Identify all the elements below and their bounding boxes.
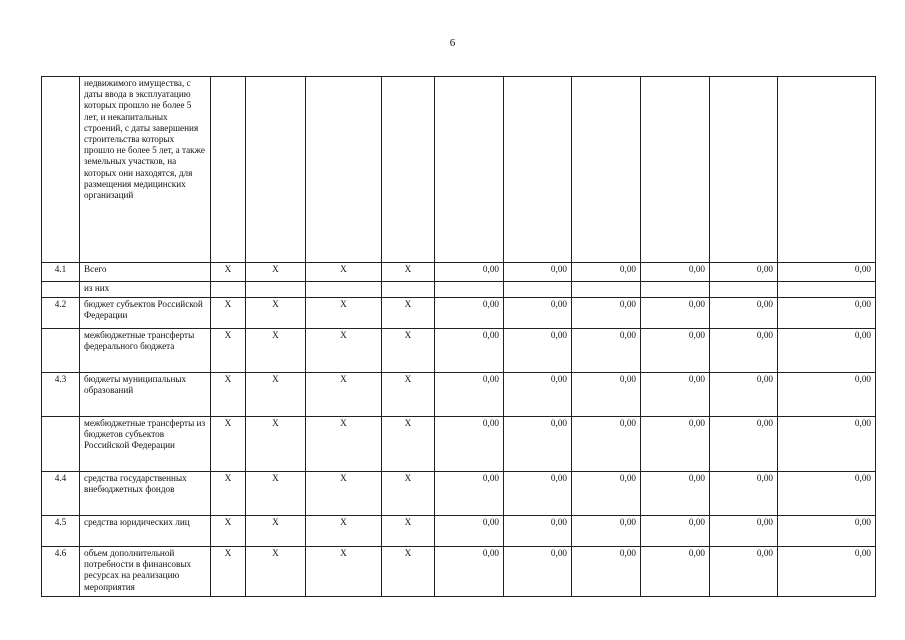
mark-cell: X xyxy=(246,417,306,472)
value-cell: 0,00 xyxy=(572,373,641,417)
mark-cell: X xyxy=(306,417,382,472)
mark-cell: X xyxy=(306,547,382,597)
mark-cell: X xyxy=(306,298,382,329)
value-cell: 0,00 xyxy=(710,516,778,547)
value-cell: 0,00 xyxy=(435,417,504,472)
value-cell: 0,00 xyxy=(778,298,876,329)
budget-table xyxy=(41,76,876,597)
row-name: средства государственных внебюджетных фондов xyxy=(80,472,211,516)
row-number: 4.3 xyxy=(42,373,80,417)
value-cell: 0,00 xyxy=(572,516,641,547)
value-cell: 0,00 xyxy=(778,263,876,282)
mark-cell: X xyxy=(211,373,246,417)
mark-cell: X xyxy=(306,373,382,417)
mark-cell: X xyxy=(306,329,382,373)
value-cell: 0,00 xyxy=(710,373,778,417)
mark-cell: X xyxy=(306,472,382,516)
mark-cell xyxy=(211,282,246,298)
value-cell: 0,00 xyxy=(435,472,504,516)
value-cell: 0,00 xyxy=(778,516,876,547)
value-cell: 0,00 xyxy=(641,417,710,472)
value-cell: 0,00 xyxy=(572,417,641,472)
value-cell: 0,00 xyxy=(641,263,710,282)
row-name: объем дополнительной потребности в финансовых ресурсах на реализацию мероприятия xyxy=(80,547,211,597)
value-cell: 0,00 xyxy=(641,516,710,547)
value-cell: 0,00 xyxy=(641,547,710,597)
mark-cell: X xyxy=(211,417,246,472)
mark-cell: X xyxy=(382,417,435,472)
mark-cell: X xyxy=(306,263,382,282)
value-cell: 0,00 xyxy=(641,472,710,516)
row-number xyxy=(42,77,80,263)
value-cell: 0,00 xyxy=(778,373,876,417)
table-row xyxy=(42,373,876,417)
mark-cell: X xyxy=(211,329,246,373)
value-cell: 0,00 xyxy=(435,329,504,373)
value-cell xyxy=(504,77,572,263)
mark-cell xyxy=(382,282,435,298)
value-cell: 0,00 xyxy=(710,263,778,282)
row-name: недвижимого имущества, с даты ввода в эксплуатацию которых прошло не более 5 лет, и некапитальных строений, с даты завершения строительства которых прошло не более 5 лет, а также земельных участков, на которых они находятся, для размещения медицинских организаций xyxy=(80,77,211,263)
mark-cell: X xyxy=(382,516,435,547)
page-number: 6 xyxy=(449,37,456,49)
mark-cell: X xyxy=(246,373,306,417)
mark-cell xyxy=(246,282,306,298)
value-cell: 0,00 xyxy=(641,298,710,329)
value-cell: 0,00 xyxy=(710,547,778,597)
value-cell: 0,00 xyxy=(435,373,504,417)
value-cell xyxy=(778,77,876,263)
row-name: бюджет субъектов Российской Федерации xyxy=(80,298,211,329)
value-cell: 0,00 xyxy=(572,472,641,516)
mark-cell xyxy=(306,77,382,263)
value-cell: 0,00 xyxy=(504,516,572,547)
value-cell xyxy=(435,77,504,263)
value-cell: 0,00 xyxy=(504,263,572,282)
table-row xyxy=(42,472,876,516)
mark-cell: X xyxy=(246,516,306,547)
row-number: 4.4 xyxy=(42,472,80,516)
row-name: из них xyxy=(80,282,211,298)
mark-cell: X xyxy=(382,547,435,597)
mark-cell: X xyxy=(211,516,246,547)
row-number: 4.5 xyxy=(42,516,80,547)
table-row xyxy=(42,547,876,597)
row-name: бюджеты муниципальных образований xyxy=(80,373,211,417)
value-cell: 0,00 xyxy=(572,263,641,282)
value-cell: 0,00 xyxy=(778,547,876,597)
value-cell: 0,00 xyxy=(641,373,710,417)
mark-cell: X xyxy=(246,472,306,516)
value-cell xyxy=(641,282,710,298)
mark-cell: X xyxy=(211,472,246,516)
table-row xyxy=(42,417,876,472)
value-cell: 0,00 xyxy=(504,298,572,329)
mark-cell: X xyxy=(246,547,306,597)
mark-cell: X xyxy=(382,298,435,329)
value-cell: 0,00 xyxy=(710,417,778,472)
mark-cell: X xyxy=(211,298,246,329)
mark-cell xyxy=(211,77,246,263)
value-cell xyxy=(572,77,641,263)
mark-cell: X xyxy=(382,329,435,373)
row-number xyxy=(42,329,80,373)
table-row xyxy=(42,77,876,263)
table-row xyxy=(42,282,876,298)
value-cell: 0,00 xyxy=(504,472,572,516)
mark-cell: X xyxy=(382,373,435,417)
value-cell: 0,00 xyxy=(435,516,504,547)
value-cell xyxy=(504,282,572,298)
value-cell xyxy=(572,282,641,298)
row-name: межбюджетные трансферты федерального бюджета xyxy=(80,329,211,373)
value-cell: 0,00 xyxy=(778,417,876,472)
mark-cell: X xyxy=(211,263,246,282)
mark-cell: X xyxy=(382,263,435,282)
mark-cell: X xyxy=(306,516,382,547)
table-row xyxy=(42,516,876,547)
table-row xyxy=(42,298,876,329)
row-number xyxy=(42,282,80,298)
row-name: межбюджетные трансферты из бюджетов субъектов Российской Федерации xyxy=(80,417,211,472)
row-number: 4.6 xyxy=(42,547,80,597)
row-name: средства юридических лиц xyxy=(80,516,211,547)
mark-cell: X xyxy=(382,472,435,516)
value-cell: 0,00 xyxy=(710,298,778,329)
value-cell: 0,00 xyxy=(641,329,710,373)
row-name: Всего xyxy=(80,263,211,282)
row-number: 4.1 xyxy=(42,263,80,282)
value-cell xyxy=(435,282,504,298)
table-row xyxy=(42,263,876,282)
value-cell: 0,00 xyxy=(435,263,504,282)
value-cell: 0,00 xyxy=(778,472,876,516)
value-cell: 0,00 xyxy=(572,329,641,373)
value-cell: 0,00 xyxy=(710,472,778,516)
table-row xyxy=(42,329,876,373)
mark-cell: X xyxy=(246,263,306,282)
value-cell: 0,00 xyxy=(778,329,876,373)
row-number xyxy=(42,417,80,472)
value-cell: 0,00 xyxy=(435,547,504,597)
value-cell: 0,00 xyxy=(572,298,641,329)
mark-cell: X xyxy=(211,547,246,597)
value-cell: 0,00 xyxy=(710,329,778,373)
value-cell xyxy=(778,282,876,298)
value-cell xyxy=(710,77,778,263)
value-cell: 0,00 xyxy=(572,547,641,597)
mark-cell: X xyxy=(246,298,306,329)
value-cell: 0,00 xyxy=(435,298,504,329)
value-cell: 0,00 xyxy=(504,329,572,373)
value-cell xyxy=(641,77,710,263)
value-cell xyxy=(710,282,778,298)
value-cell: 0,00 xyxy=(504,373,572,417)
mark-cell: X xyxy=(246,329,306,373)
mark-cell xyxy=(246,77,306,263)
mark-cell xyxy=(306,282,382,298)
value-cell: 0,00 xyxy=(504,547,572,597)
row-number: 4.2 xyxy=(42,298,80,329)
mark-cell xyxy=(382,77,435,263)
value-cell: 0,00 xyxy=(504,417,572,472)
